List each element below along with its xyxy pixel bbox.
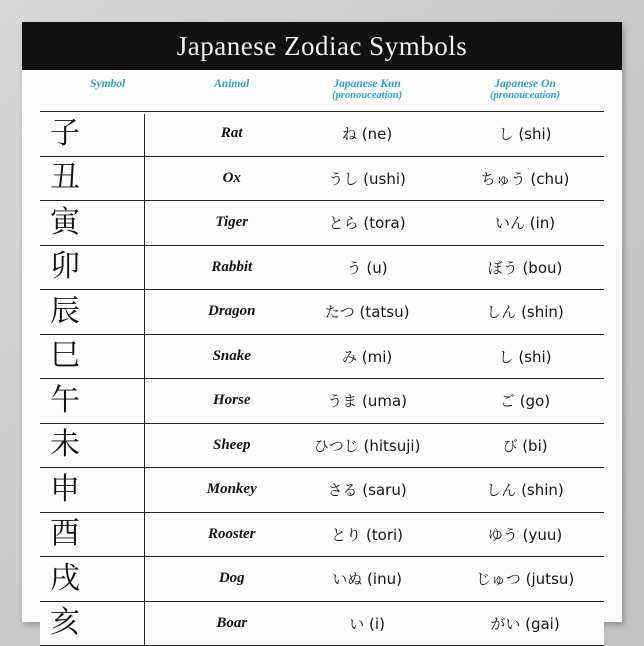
- column-header-animal: [175, 70, 288, 112]
- cell-on: び (bi): [446, 423, 604, 468]
- cell-symbol: 午: [40, 379, 175, 424]
- cell-on: しん (shin): [446, 290, 604, 335]
- cell-kun: さる (saru): [288, 468, 446, 513]
- cell-kun: とり (tori): [288, 512, 446, 557]
- cell-animal: Tiger: [175, 201, 288, 246]
- cell-symbol: 子: [40, 112, 175, 157]
- cell-kun: うし (ushi): [288, 156, 446, 201]
- column-header-kun-label: Japanese Kun: [333, 78, 401, 90]
- cell-kun: ね (ne): [288, 112, 446, 157]
- column-header-kun: [288, 70, 446, 112]
- column-header-symbol: [40, 70, 175, 112]
- cell-symbol: 未: [40, 423, 175, 468]
- page-title: Japanese Zodiac Symbols: [176, 30, 468, 61]
- table-row: [40, 201, 604, 246]
- cell-on: いん (in): [446, 201, 604, 246]
- table-row: [40, 557, 604, 602]
- cell-on: し (shi): [446, 334, 604, 379]
- table-head: [40, 70, 604, 112]
- table-row: [40, 156, 604, 201]
- cell-symbol: 辰: [40, 290, 175, 335]
- column-header-animal-label: Animal: [214, 78, 250, 90]
- table-body: [40, 112, 604, 646]
- cell-animal: Horse: [175, 379, 288, 424]
- cell-animal: Dragon: [175, 290, 288, 335]
- column-header-on: [446, 70, 604, 112]
- cell-animal: Snake: [175, 334, 288, 379]
- cell-kun: とら (tora): [288, 201, 446, 246]
- cell-symbol: 巳: [40, 334, 175, 379]
- cell-on: し (shi): [446, 112, 604, 157]
- cell-on: じゅつ (jutsu): [446, 557, 604, 602]
- cell-on: ちゅう (chu): [446, 156, 604, 201]
- cell-animal: Monkey: [175, 468, 288, 513]
- table-row: [40, 290, 604, 335]
- cell-animal: Ox: [175, 156, 288, 201]
- cell-symbol: 寅: [40, 201, 175, 246]
- column-header-on-label: Japanese On: [494, 78, 556, 90]
- cell-symbol: 卯: [40, 245, 175, 290]
- cell-kun: ひつじ (hitsuji): [288, 423, 446, 468]
- cell-animal: Rooster: [175, 512, 288, 557]
- cell-symbol: 戌: [40, 557, 175, 602]
- cell-animal: Rabbit: [175, 245, 288, 290]
- poster: [22, 22, 622, 641]
- column-header-on-sub: (pronouceation): [490, 90, 561, 101]
- cell-symbol: 申: [40, 468, 175, 513]
- table-row: [40, 379, 604, 424]
- column-header-kun-sub: (pronouceation): [332, 90, 403, 101]
- table-row: [40, 334, 604, 379]
- cell-kun: うま (uma): [288, 379, 446, 424]
- cell-on: ご (go): [446, 379, 604, 424]
- table-row: [40, 512, 604, 557]
- cell-symbol: 酉: [40, 512, 175, 557]
- cell-animal: Dog: [175, 557, 288, 602]
- cell-kun: い (i): [288, 601, 446, 646]
- cell-on: ゆう (yuu): [446, 512, 604, 557]
- zodiac-table: [40, 70, 604, 646]
- cell-kun: う (u): [288, 245, 446, 290]
- zodiac-table-wrap: [22, 70, 622, 646]
- cell-on: ぼう (bou): [446, 245, 604, 290]
- cell-on: しん (shin): [446, 468, 604, 513]
- table-header-row: [40, 70, 604, 112]
- cell-animal: Rat: [175, 112, 288, 157]
- poster-title-bar: [22, 22, 622, 70]
- cell-on: がい (gai): [446, 601, 604, 646]
- table-row: [40, 112, 604, 157]
- cell-kun: いぬ (inu): [288, 557, 446, 602]
- table-row: [40, 601, 604, 646]
- cell-animal: Boar: [175, 601, 288, 646]
- cell-kun: たつ (tatsu): [288, 290, 446, 335]
- symbol-column-divider: [144, 114, 145, 646]
- cell-symbol: 丑: [40, 156, 175, 201]
- table-row: [40, 468, 604, 513]
- cell-kun: み (mi): [288, 334, 446, 379]
- cell-animal: Sheep: [175, 423, 288, 468]
- table-row: [40, 423, 604, 468]
- column-header-symbol-label: Symbol: [90, 78, 126, 90]
- table-row: [40, 245, 604, 290]
- cell-symbol: 亥: [40, 601, 175, 646]
